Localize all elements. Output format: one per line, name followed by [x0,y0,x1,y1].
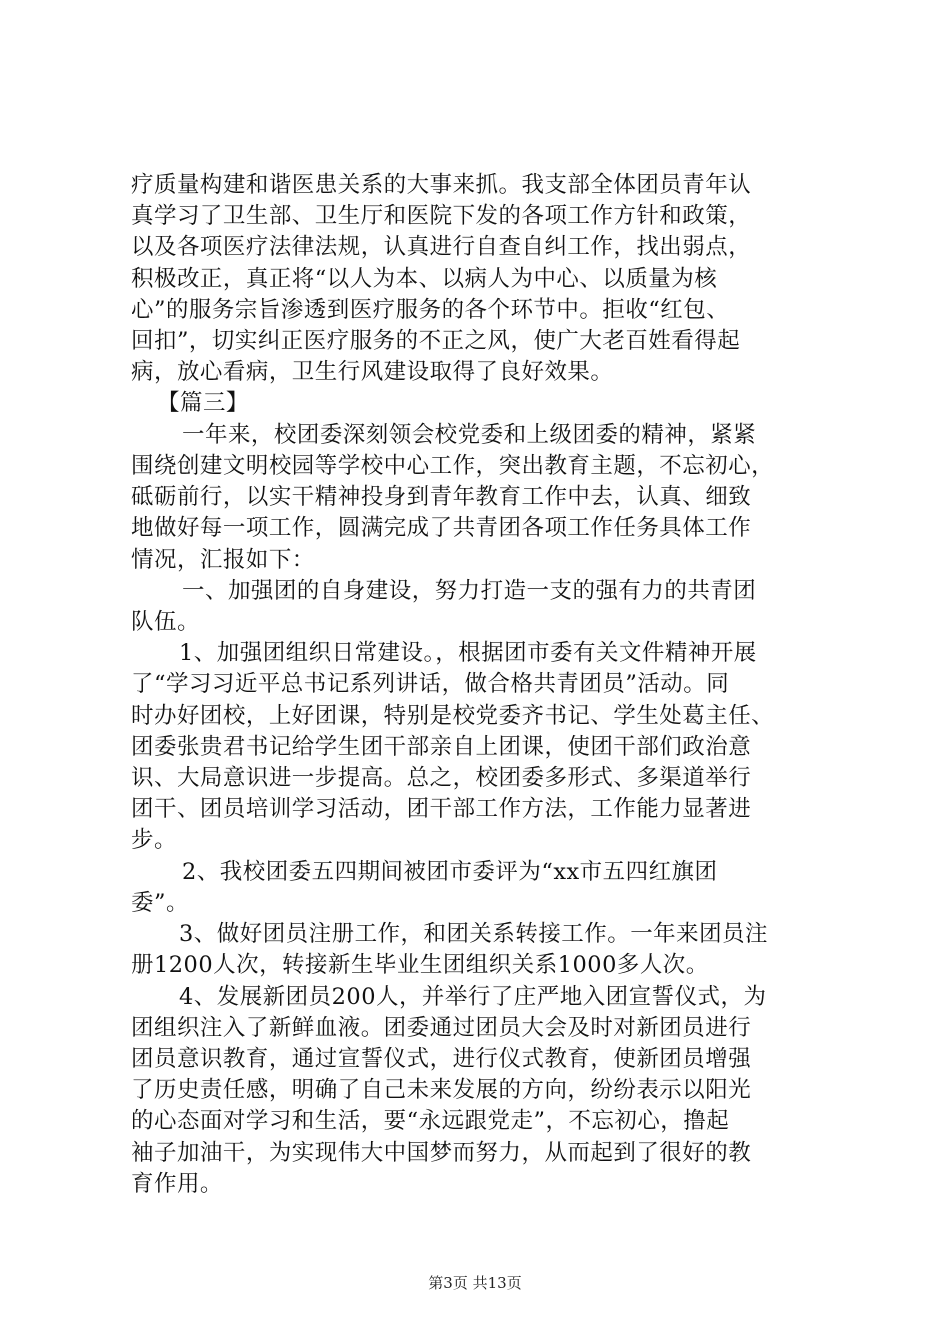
text-line: 时办好团校，上好团课，特别是校党委齐书记、学生处葛主任、 [131,702,775,729]
text-line: 情况，汇报如下： [131,546,315,573]
text-line: 团员意识教育，通过宣誓仪式，进行仪式教育，使新团员增强 [131,1045,752,1072]
text-line: 育作用。 [131,1170,223,1197]
text-line: 的心态面对学习和生活，要“永远跟党走”，不忘初心，撸起 [131,1108,730,1135]
section-heading: 【篇三】 [157,390,249,417]
text-line: 2、我校团委五四期间被团市委评为“xx市五四红旗团 [182,858,718,885]
text-line: 疗质量构建和谐医患关系的大事来抓。我支部全体团员青年认 [131,172,752,198]
text-line: 3、做好团员注册工作，和团关系转接工作。一年来团员注 [179,921,769,948]
text-line: 以及各项医疗法律法规，认真进行自查自纠工作，找出弱点， [131,234,752,261]
text-line: 砥砺前行，以实干精神投身到青年教育工作中去，认真、细致 [131,484,752,511]
text-line: 团组织注入了新鲜血液。团委通过团员大会及时对新团员进行 [131,1014,752,1041]
text-line: 袖子加油干，为实现伟大中国梦而努力，从而起到了很好的教 [131,1139,752,1166]
text-line: 了“学习习近平总书记系列讲话，做合格共青团员”活动。同 [131,671,730,698]
text-line: 团委张贵君书记给学生团干部亲自上团课，使团干部们政治意 [131,733,752,760]
text-line: 委”。 [131,889,189,916]
text-line: 团干、团员培训学习活动，团干部工作方法，工作能力显著进 [131,796,752,823]
text-line: 册1200人次，转接新生毕业生团组织关系1000多人次。 [131,952,709,979]
text-line: 一年来，校团委深刻领会校党委和上级团委的精神，紧紧 [182,421,757,448]
text-line: 心”的服务宗旨渗透到医疗服务的各个环节中。拒收“红包、 [131,296,730,323]
text-line: 队伍。 [131,608,200,635]
text-line: 回扣”，切实纠正医疗服务的不正之风，使广大老百姓看得起 [131,328,741,355]
text-line: 病，放心看病，卫生行风建设取得了良好效果。 [131,359,614,386]
text-line: 步。 [131,827,177,854]
text-line: 4、发展新团员200人，并举行了庄严地入团宣誓仪式，为 [179,983,767,1010]
text-line: 了历史责任感，明确了自己未来发展的方向，纷纷表示以阳光 [131,1077,752,1104]
text-line: 积极改正，真正将“以人为本、以病人为中心、以质量为核 [131,265,718,292]
text-line: 真学习了卫生部、卫生厅和医院下发的各项工作方针和政策， [131,203,752,230]
text-line: 识、大局意识进一步提高。总之，校团委多形式、多渠道举行 [131,765,752,792]
text-line: 1、加强团组织日常建设。，根据团市委有关文件精神开展 [179,640,757,667]
text-line: 地做好每一项工作，圆满完成了共青团各项工作任务具体工作 [131,515,752,542]
page-footer: 第3页 共13页 [428,1274,522,1292]
text-line: 围绕创建文明校园等学校中心工作，突出教育主题，不忘初心， [131,452,775,479]
text-line: 一、加强团的自身建设，努力打造一支的强有力的共青团 [182,577,757,604]
